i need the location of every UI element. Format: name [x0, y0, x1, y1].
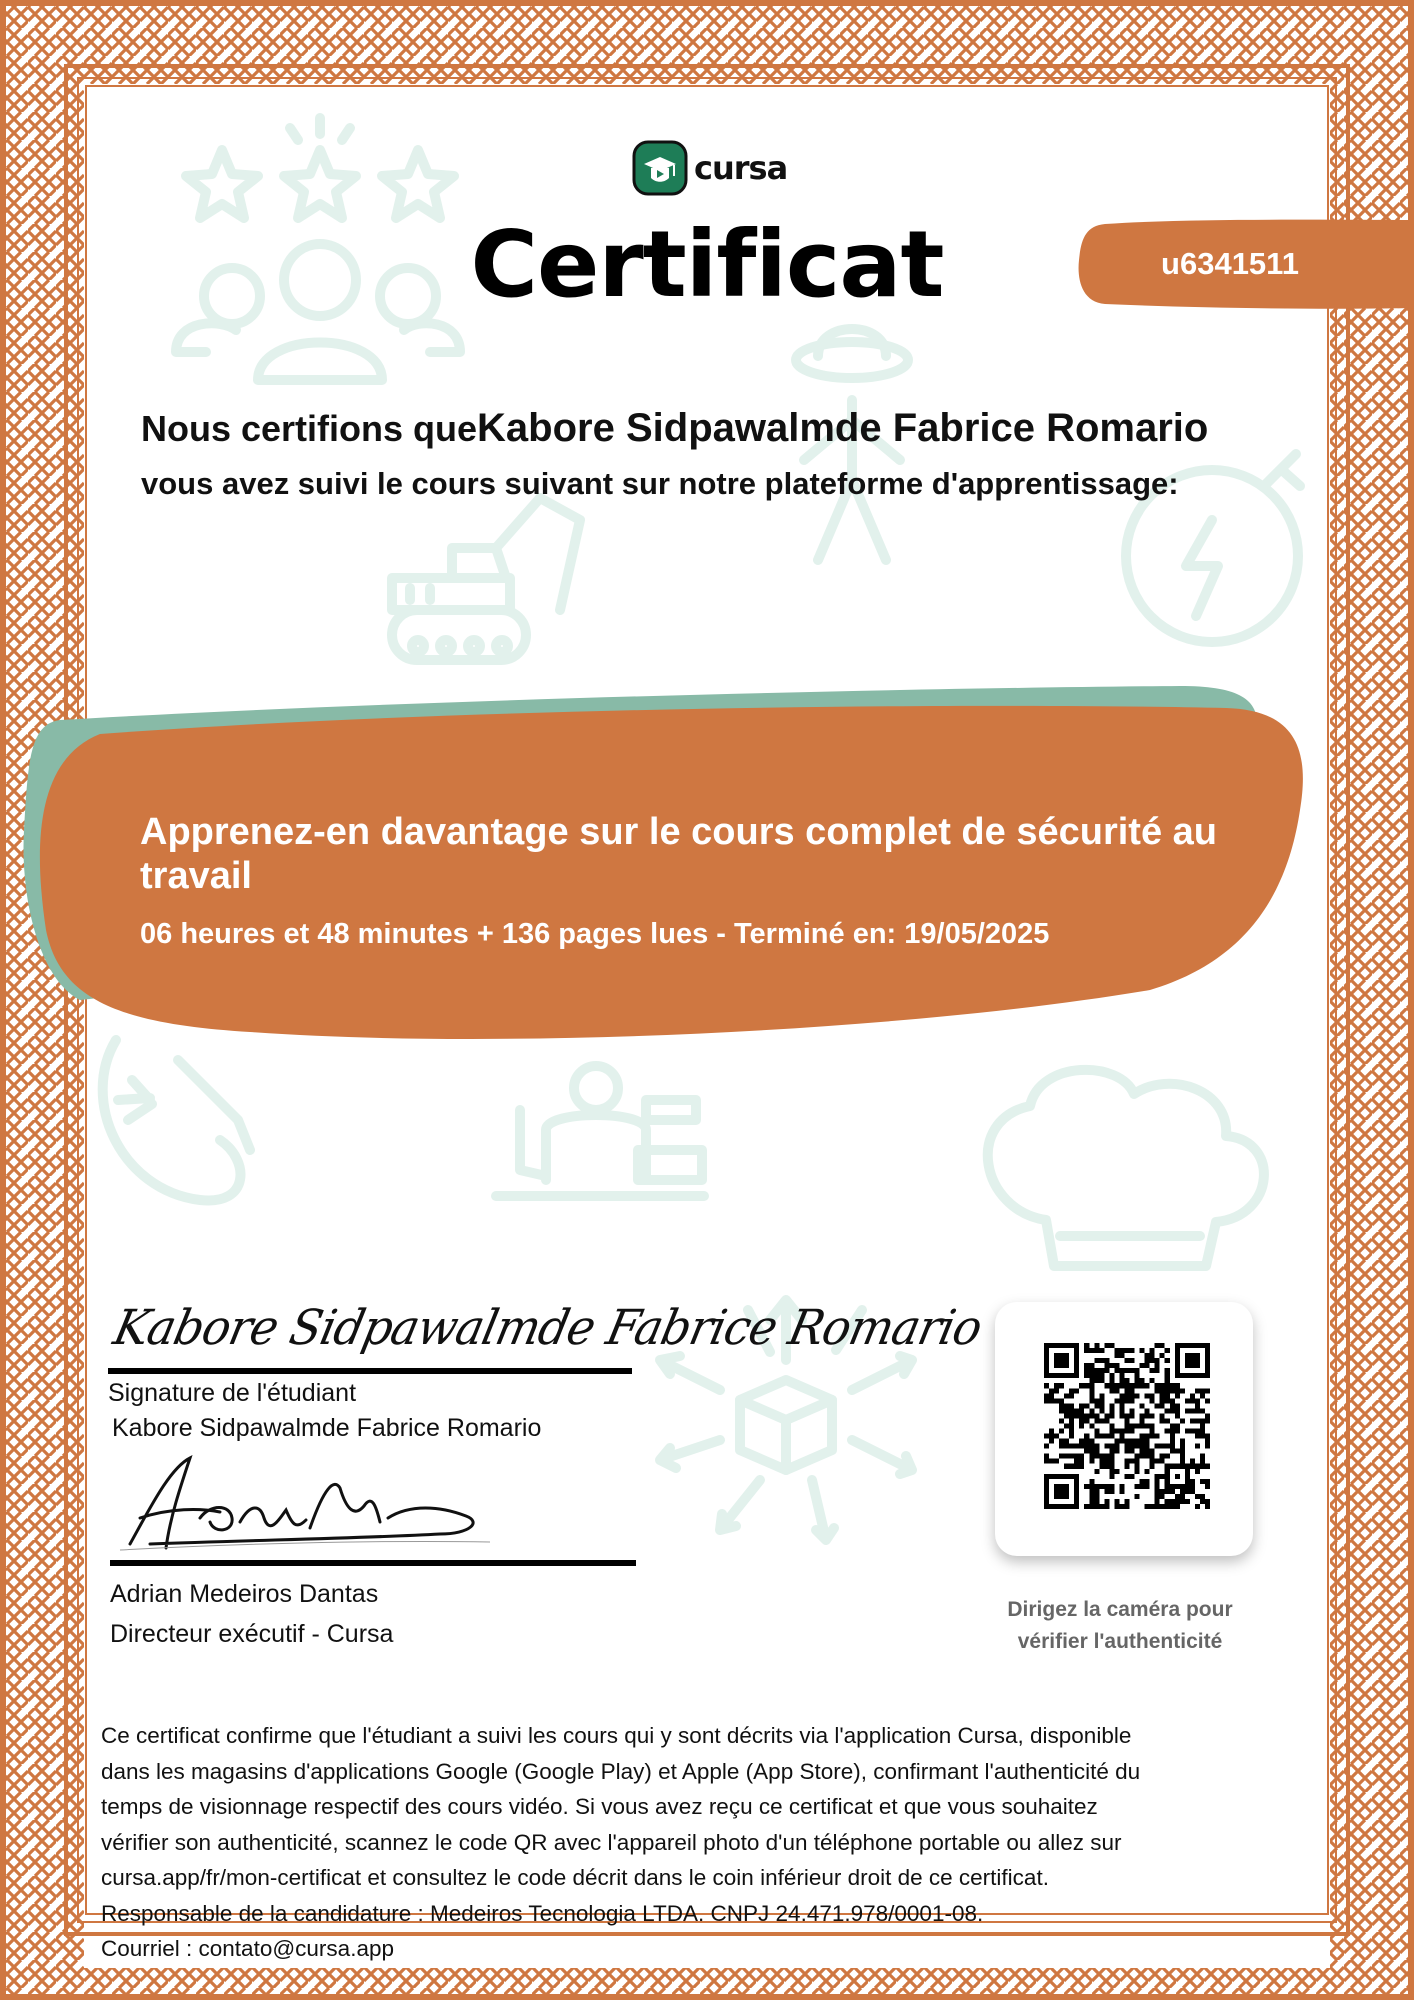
attended-statement: vous avez suivi le cours suivant sur notre plateforme d'apprentissage:: [141, 466, 1179, 501]
certify-prefix: Nous certifions que: [141, 408, 478, 449]
worker-workstation-icon: [496, 1066, 704, 1196]
rating-stars-icon: [186, 118, 454, 218]
student-name: Kabore Sidpawalmde Fabrice Romario: [477, 406, 1209, 450]
chef-hat-icon: [988, 1070, 1264, 1266]
footer-legal-text: [101, 1718, 1311, 1967]
course-meta: 06 heures et 48 minutes + 136 pages lues - Terminé en: 19/05/2025: [140, 918, 1050, 950]
logo-wordmark: cursa: [694, 149, 788, 187]
course-title: Apprenez-en davantage sur le cours complet de sécurité au travail: [140, 811, 1217, 897]
director-role: Directeur exécutif - Cursa: [110, 1620, 394, 1648]
qr-caption-line2: vérifier l'authenticité: [1017, 1630, 1223, 1653]
qr-caption-line1: Dirigez la caméra pour: [1007, 1598, 1233, 1621]
director-signature-line: [110, 1560, 636, 1566]
footer-line: Ce certificat confirme que l'étudiant a suivi les cours qui y sont décrits via l'application Cursa, disponible: [101, 1723, 1132, 1748]
student-handwritten-signature: Kabore Sidpawalmde Fabrice Romario: [108, 1298, 987, 1356]
certificate-id: u6341511: [1161, 246, 1299, 281]
student-signature-line: [108, 1368, 632, 1374]
director-handwritten-signature: [110, 1448, 510, 1558]
graduation-cap-play-icon: [632, 140, 688, 196]
qr-code[interactable]: [1044, 1343, 1210, 1509]
certify-statement: [141, 406, 1208, 451]
qr-code-card[interactable]: [995, 1302, 1253, 1556]
footer-line: Responsable de la candidature : Medeiros Tecnologia LTDA. CNPJ 24.471.978/0001-08.: [101, 1900, 984, 1926]
footer-line: vérifier son authenticité, scannez le code QR avec l'appareil photo d'un téléphone portable ou allez sur: [101, 1829, 1122, 1855]
student-signature-name: Kabore Sidpawalmde Fabrice Romario: [112, 1414, 542, 1442]
footer-line: dans les magasins d'applications Google (Google Play) et Apple (App Store), confirmant l'authenticité du: [101, 1758, 1141, 1784]
footer-line: cursa.app/fr/mon-certificat et consultez le code décrit dans le coin inférieur droit de ce certificat.: [101, 1865, 1049, 1890]
qr-caption: [960, 1594, 1280, 1658]
cursa-logo: [632, 140, 787, 196]
footer-line: Courriel : contato@cursa.app: [101, 1936, 394, 1961]
welding-torch-icon: [103, 1040, 250, 1201]
footer-line: temps de visionnage respectif des cours vidéo. Si vous avez reçu ce certificat et que vous souhaitez: [101, 1794, 1098, 1819]
excavator-icon: [392, 498, 580, 660]
director-name: Adrian Medeiros Dantas: [110, 1580, 379, 1608]
certificate-title: Certificat: [470, 211, 944, 318]
student-signature-label: Signature de l'étudiant: [108, 1379, 357, 1407]
